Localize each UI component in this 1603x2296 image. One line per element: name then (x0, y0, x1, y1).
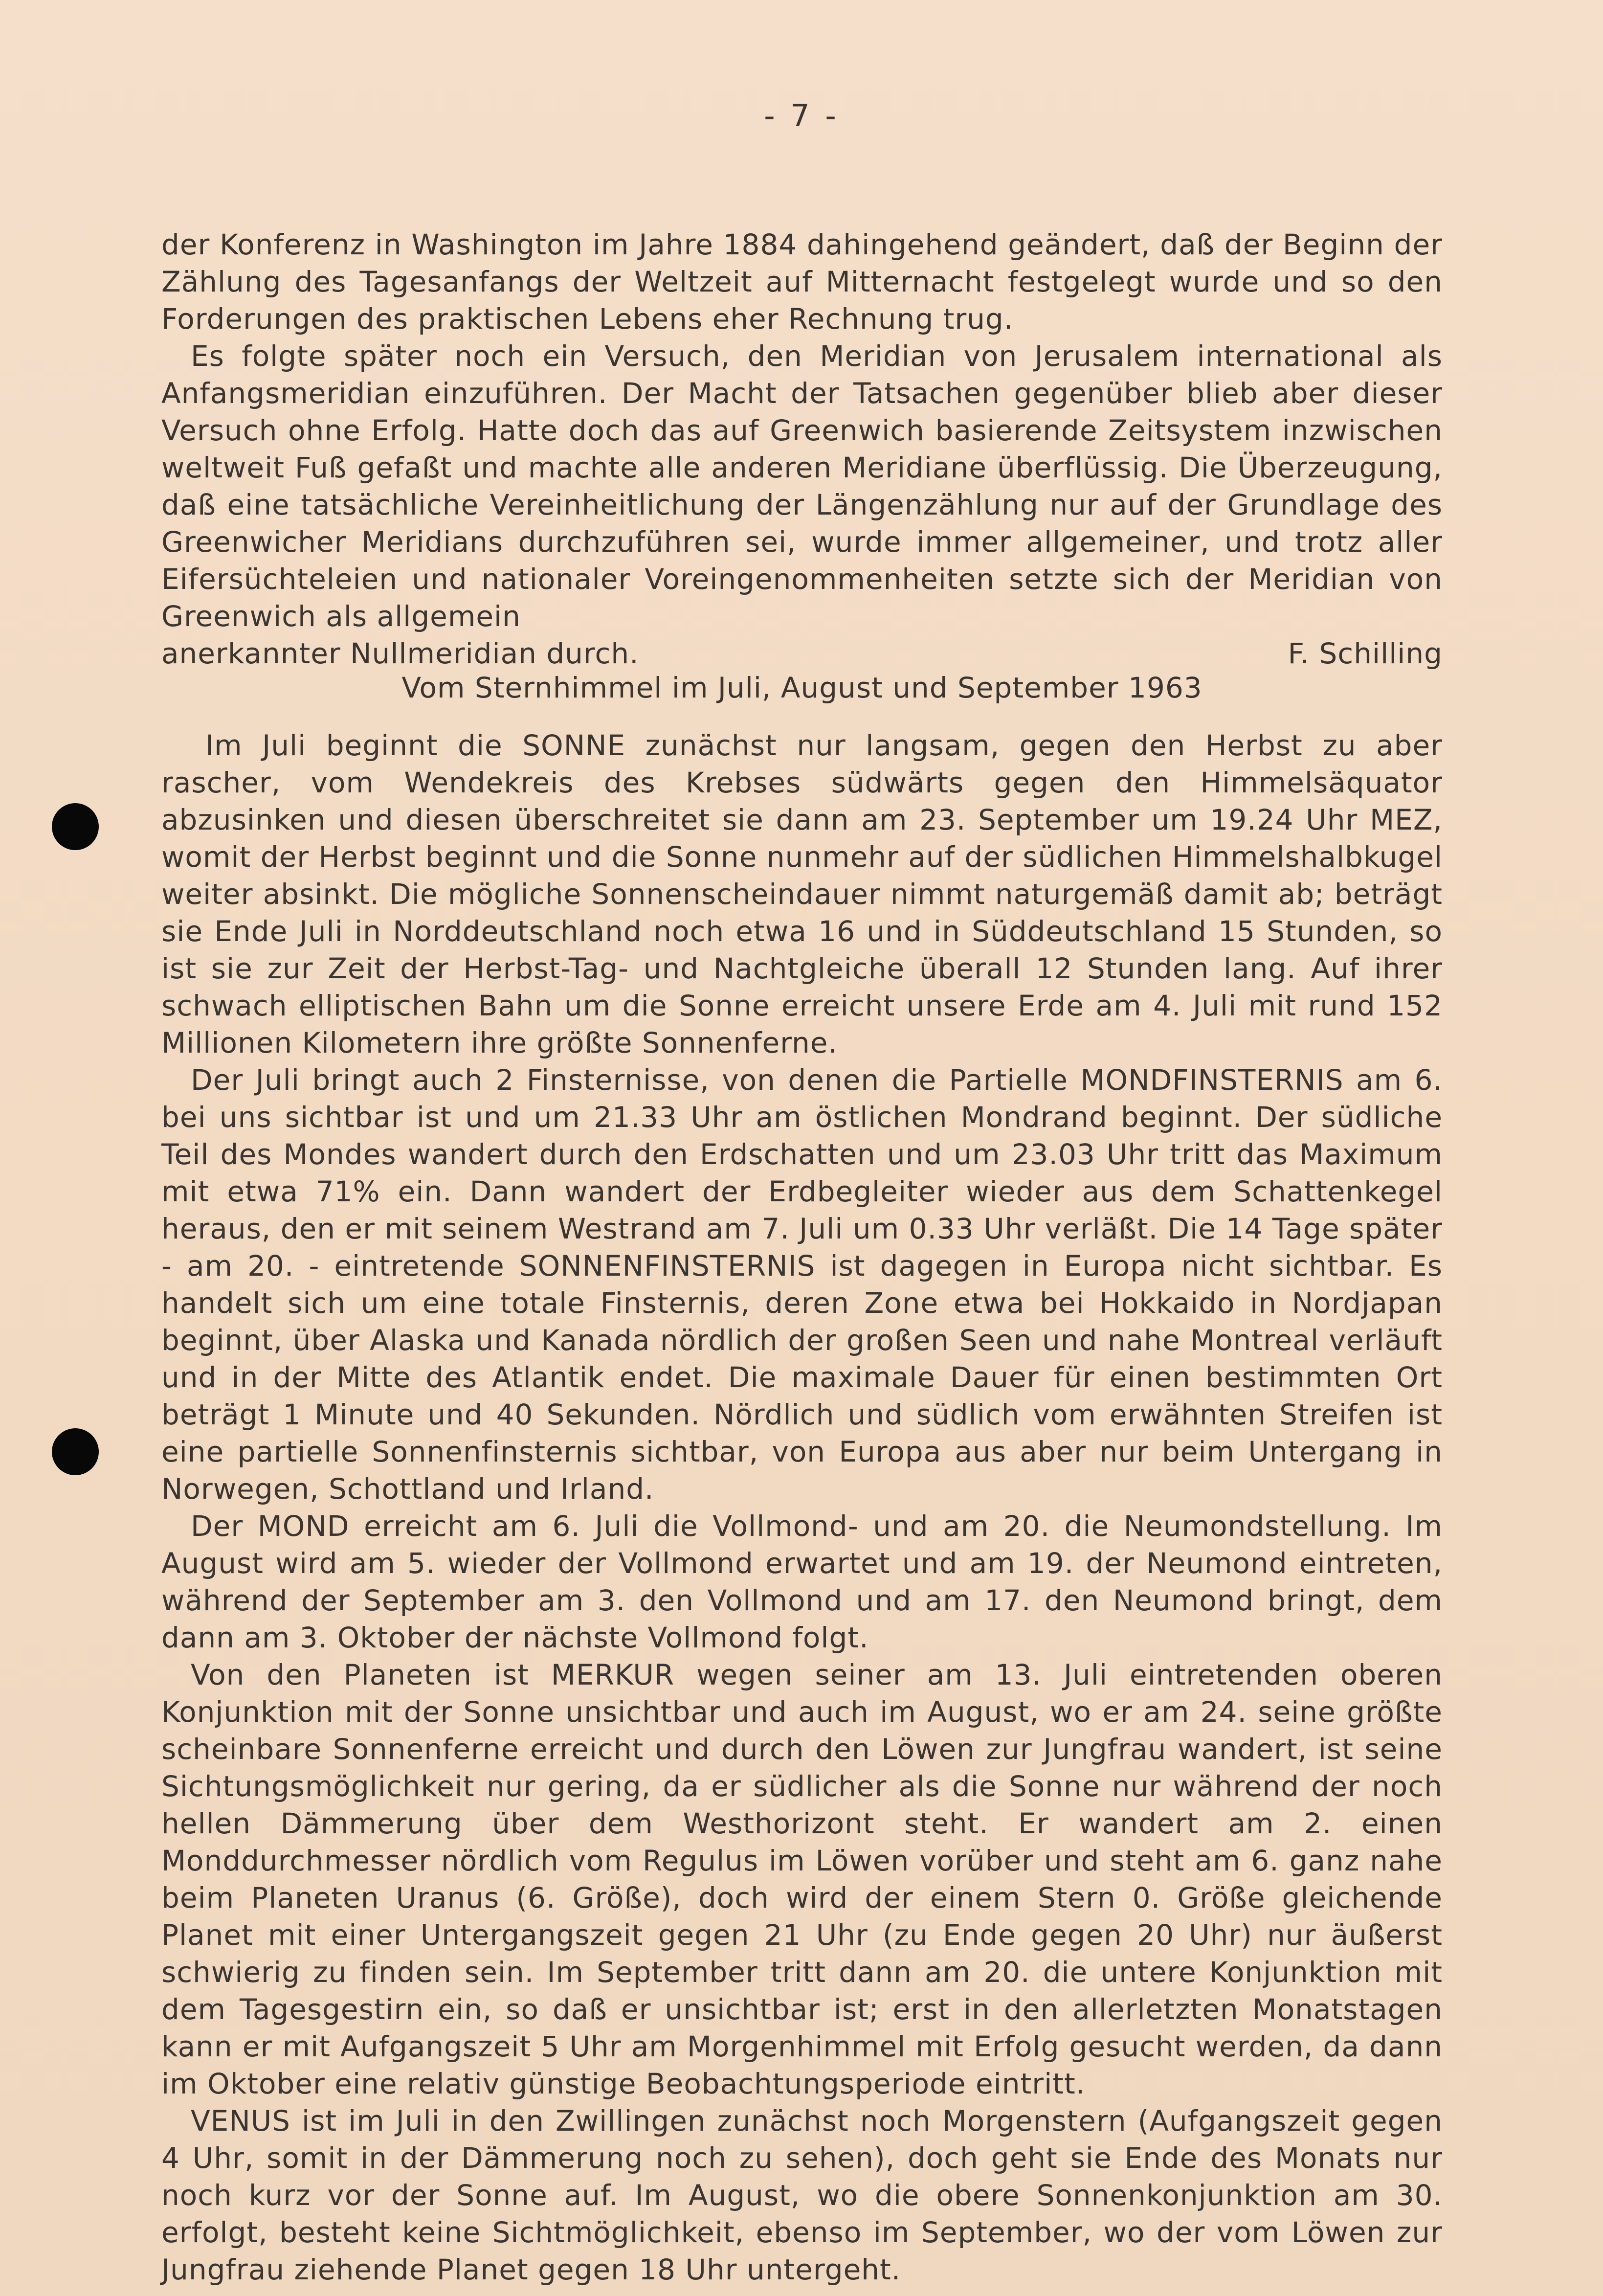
paragraph-venus: VENUS ist im Juli in den Zwillingen zunächst noch Morgenstern (Aufgangszeit gegen 4 Uhr, somit in der Dämmerung noch zu sehen), doch geht sie Ende des Monats nur noch kurz vor der Sonne auf. Im August, wo die obere Sonnenkonjunktion am 30. erfolgt, besteht keine Sichtmöglichkeit, ebenso im September, wo der vom Löwen zur Jungfrau ziehende Planet gegen 18 Uhr untergeht. (161, 2104, 1443, 2286)
section-sky (161, 727, 1443, 2288)
section-meridian (161, 226, 1443, 672)
signature-line (161, 635, 1443, 672)
paragraph-meridian-2: Es folgte später noch ein Versuch, den Meridian von Jerusalem international als Anfangsmeridian einzuführen. Der Macht der Tatsachen gegenüber blieb aber dieser Versuch ohne Erfolg. Hatte doch das auf Greenwich basierende Zeitsystem inzwischen weltweit Fuß gefaßt und machte alle anderen Meridiane überflüssig. Die Überzeugung, daß eine tatsächliche Vereinheitlichung der Längenzählung nur auf der Grundlage des Greenwicher Meridians durchzuführen sei, wurde immer allgemeiner, und trotz aller Eifersüchteleien und nationaler Voreingenommenheiten setzte sich der Meridian von Greenwich als allgemein (161, 339, 1443, 633)
section-heading: Vom Sternhimmel im Juli, August und September 1963 (401, 671, 1202, 704)
paragraph-finsternisse: Der Juli bringt auch 2 Finsternisse, von denen die Partielle MONDFINSTERNIS am 6. bei uns sichtbar ist und um 21.33 Uhr am östlichen Mondrand beginnt. Der südliche Teil des Mondes wandert durch den Erdschatten und um 23.03 Uhr tritt das Maximum mit etwa 71% ein. Dann wandert der Erdbegleiter wieder aus dem Schattenkegel heraus, den er mit seinem Westrand am 7. Juli um 0.33 Uhr verläßt. Die 14 Tage später - am 20. - eintretende SONNENFINSTERNIS ist dagegen in Europa nicht sichtbar. Es handelt sich um eine totale Finsternis, deren Zone etwa bei Hokkaido in Nordjapan beginnt, über Alaska und Kanada nördlich der großen Seen und nahe Montreal verläuft und in der Mitte des Atlantik endet. Die maximale Dauer für einen bestimmten Ort beträgt 1 Minute und 40 Sekunden. Nördlich und südlich vom erwähnten Streifen ist eine partielle Sonnenfinsternis sichtbar, von Europa aus aber nur beim Untergang in Norwegen, Schottland und Irland. (161, 1063, 1443, 1506)
punch-hole-upper (52, 803, 99, 850)
paragraph-meridian-end: anerkannter Nullmeridian durch. (161, 637, 639, 670)
punch-hole-lower (52, 1428, 99, 1475)
paragraph-mond: Der MOND erreicht am 6. Juli die Vollmond- und am 20. die Neumondstellung. Im August wird am 5. wieder der Vollmond erwartet und am 19. der Neumond eintreten, während der September am 3. den Vollmond und am 17. den Neumond bringt, dem dann am 3. Oktober der nächste Vollmond folgt. (161, 1509, 1443, 1654)
paragraph-sonne: Im Juli beginnt die SONNE zunächst nur langsam, gegen den Herbst zu aber rascher, vom Wendekreis des Krebses südwärts gegen den Himmelsäquator abzusinken und diesen überschreitet sie dann am 23. September um 19.24 Uhr MEZ, womit der Herbst beginnt und die Sonne nunmehr auf der südlichen Himmelshalbkugel weiter absinkt. Die mögliche Sonnenscheindauer nimmt naturgemäß damit ab; beträgt sie Ende Juli in Norddeutschland noch etwa 16 und in Süddeutschland 15 Stunden, so ist sie zur Zeit der Herbst-Tag- und Nachtgleiche überall 12 Stunden lang. Auf ihrer schwach elliptischen Bahn um die Sonne erreicht unsere Erde am 4. Juli mit rund 152 Millionen Kilometern ihre größte Sonnenferne. (161, 729, 1443, 1059)
page-number: - 7 - (764, 98, 839, 134)
author-signature: F. Schilling (1288, 637, 1443, 670)
paragraph-merkur: Von den Planeten ist MERKUR wegen seiner am 13. Juli eintretenden oberen Konjunktion mit der Sonne unsichtbar und auch im August, wo er am 24. seine größte scheinbare Sonnenferne erreicht und durch den Löwen zur Jungfrau wandert, ist seine Sichtungsmöglichkeit nur gering, da er südlicher als die Sonne nur während der noch hellen Dämmerung über dem Westhorizont steht. Er wandert am 2. einen Monddurchmesser nördlich vom Regulus im Löwen vorüber und steht am 6. ganz nahe beim Planeten Uranus (6. Größe), doch wird der einem Stern 0. Größe gleichende Planet mit einer Untergangszeit gegen 21 Uhr (zu Ende gegen 20 Uhr) nur äußerst schwierig zu finden sein. Im September tritt dann am 20. die untere Konjunktion mit dem Tagesgestirn ein, so daß er unsichtbar ist; erst in den allerletzten Monatstagen kann er mit Aufgangszeit 5 Uhr am Morgenhimmel mit Erfolg gesucht werden, da dann im Oktober eine relativ günstige Beobachtungsperiode eintritt. (161, 1658, 1443, 2100)
paragraph-meridian-1: der Konferenz in Washington im Jahre 1884 dahingehend geändert, daß der Beginn der Zählung des Tagesanfangs der Weltzeit auf Mitternacht festgelegt wurde und so den Forderungen des praktischen Lebens eher Rechnung trug. (161, 228, 1443, 336)
